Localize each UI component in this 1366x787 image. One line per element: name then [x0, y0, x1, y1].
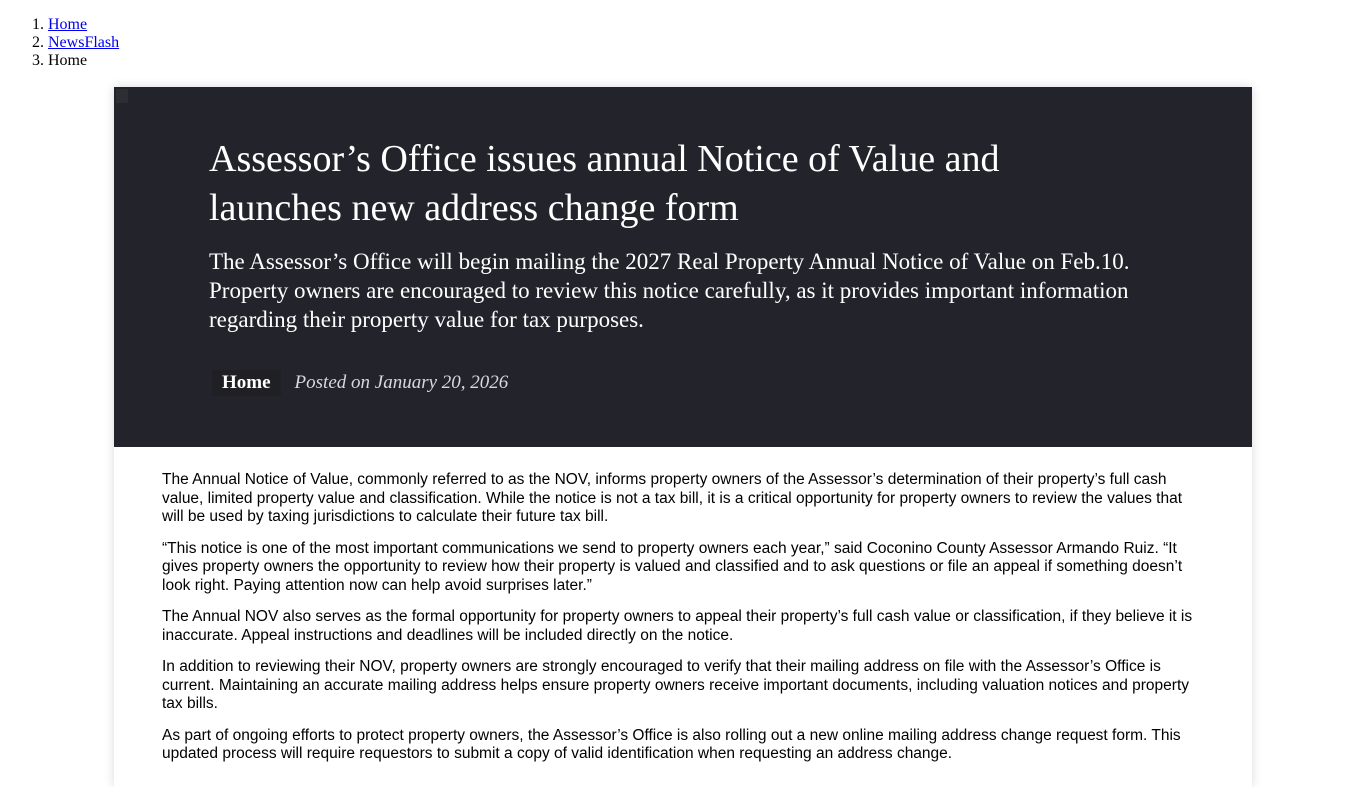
broken-image-icon — [116, 89, 128, 103]
category-tag[interactable]: Home — [212, 370, 281, 396]
article-paragraph: The Annual Notice of Value, commonly referred to as the NOV, informs property owners of the Assessor’s determination of their property’s full cash value, limited property value and classification. While the notice is not a tax bill, it is a critical opportunity for property owners to review the values that will be used by taxing jurisdictions to calculate their future tax bill. — [162, 471, 1183, 525]
article-meta — [212, 370, 508, 396]
article-title: Assessor’s Office issues annual Notice of Value and launches new address change form — [209, 138, 1000, 229]
breadcrumb-current: 3. Home — [48, 52, 119, 70]
article-body — [114, 447, 1252, 764]
breadcrumb-link-newsflash[interactable]: NewsFlash — [48, 34, 120, 51]
article-paragraph: “This notice is one of the most important communications we send to property owners each year,” said Coconino County Assessor Armando Ruiz. “It gives property owners the opportunity to review how their property is valued and classified and to ask questions or file an appeal if something doesn’t look right. Paying attention now can help avoid surprises later.” — [162, 539, 1183, 594]
breadcrumb — [0, 16, 119, 70]
breadcrumb-item — [48, 34, 119, 52]
article-paragraph: The Annual NOV also serves as the formal opportunity for property owners to appeal their property’s full cash value or classification, if they believe it is inaccurate. Appeal instructions and deadlines will be included directly on the notice. — [162, 608, 1193, 644]
breadcrumb-item — [48, 16, 119, 34]
article-paragraph: As part of ongoing efforts to protect property owners, the Assessor’s Office is also rolling out a new online mailing address change request form. This updated process will require requestors to submit a copy of valid identification when requesting an address change. — [162, 726, 1181, 762]
posted-date: Posted on January 20, 2026 — [294, 372, 509, 393]
article-hero — [114, 87, 1252, 447]
article-subtitle: The Assessor’s Office will begin mailing the 2027 Real Property Annual Notice of Value on Feb.10. Property owners are encouraged to review this notice carefully, as it provides important information regarding their property value for tax purposes. — [209, 249, 1130, 332]
article-paragraph: In addition to reviewing their NOV, property owners are strongly encouraged to verify that their mailing address on file with the Assessor’s Office is current. Maintaining an accurate mailing address helps ensure property owners receive important documents, including valuation notices and property tax bills. — [162, 658, 1190, 712]
article-card — [114, 87, 1252, 787]
breadcrumb-link-home[interactable]: Home — [48, 16, 88, 33]
